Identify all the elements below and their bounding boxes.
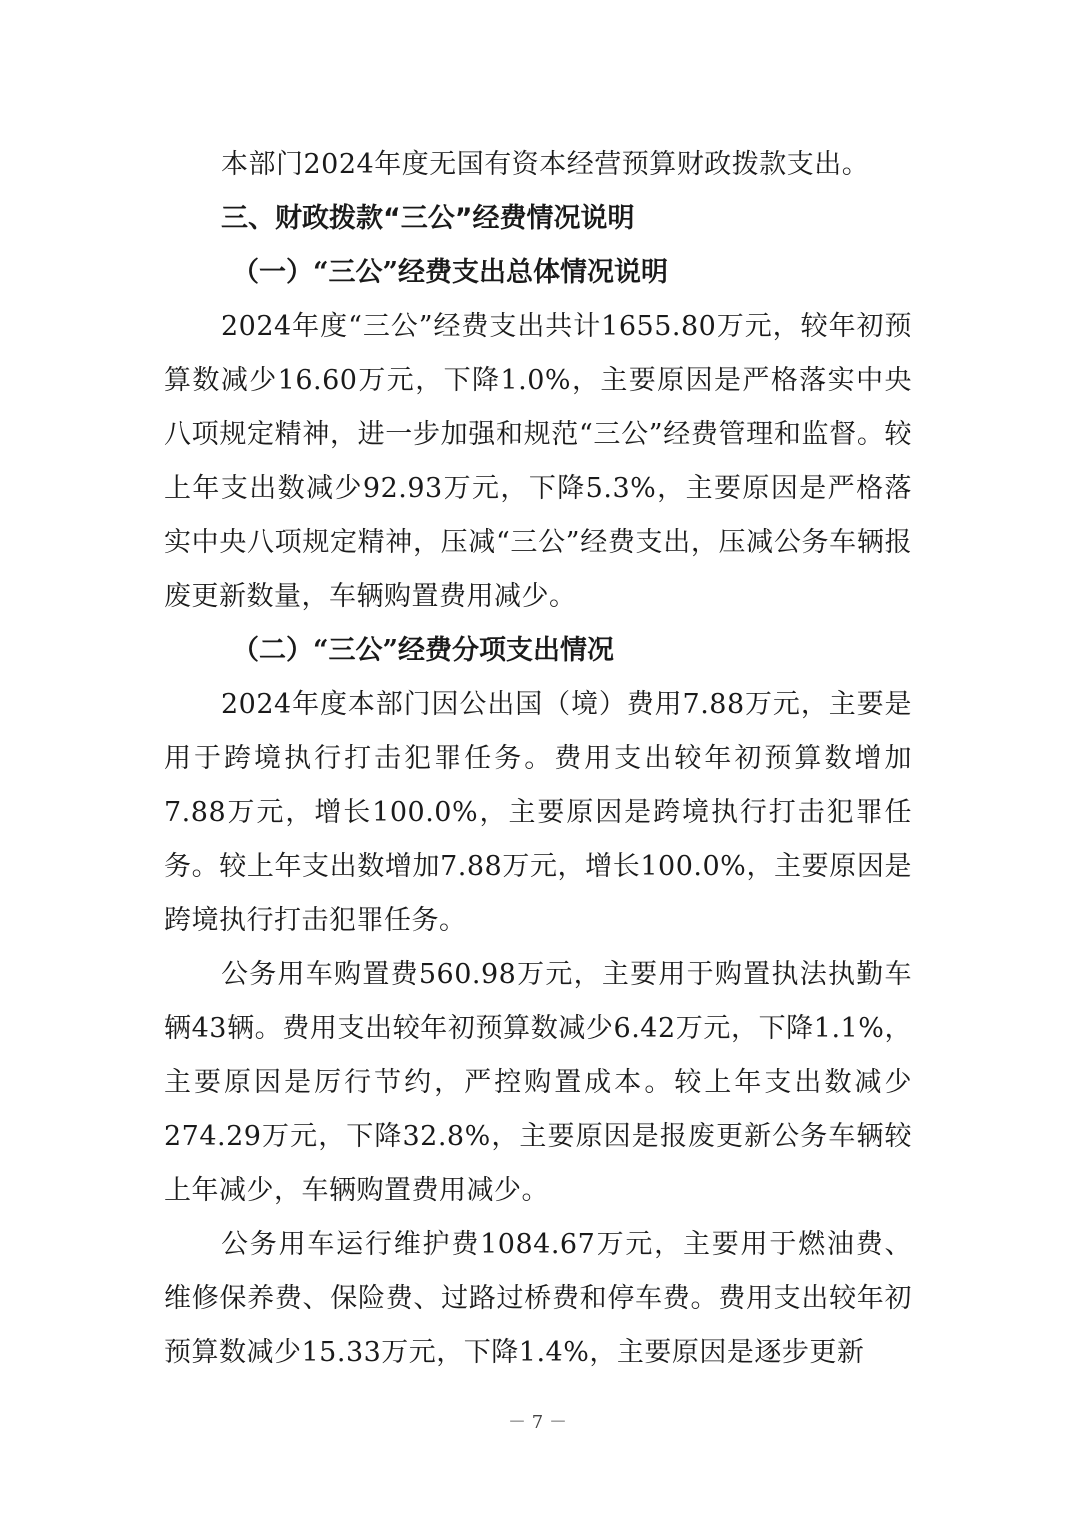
paragraph-overseas-expense: 2024年度本部门因公出国（境）费用7.88万元，主要是用于跨境执行打击犯罪任务。费用支出较年初预算数增加7.88万元，增长100.0%，主要原因是跨境执行打击犯罪任务。较上年支出数增加7.88万元，增长100.0%，主要原因是跨境执行打击犯罪任务。 [164, 689, 912, 936]
document-body [164, 138, 912, 1380]
section-heading-three-public: 三、财政拨款“三公”经费情况说明 [221, 203, 635, 234]
paragraph-vehicle-purchase: 公务用车购置费560.98万元，主要用于购置执法执勤车辆43辆。费用支出较年初预算数减少6.42万元，下降1.1%，主要原因是厉行节约，严控购置成本。较上年支出数减少274.29万元，下降32.8%，主要原因是报废更新公务车辆较上年减少，车辆购置费用减少。 [164, 959, 912, 1206]
paragraph-vehicle-maintenance: 公务用车运行维护费1084.67万元，主要用于燃油费、维修保养费、保险费、过路过桥费和停车费。费用支出较年初预算数减少15.33万元，下降1.4%，主要原因是逐步更新 [164, 1229, 912, 1368]
paragraph-state-capital: 本部门2024年度无国有资本经营预算财政拨款支出。 [221, 149, 870, 180]
page-number: － 7 － [508, 1412, 567, 1433]
subsection-heading-itemized: （二）“三公”经费分项支出情况 [232, 635, 615, 666]
paragraph-overall-expenditure: 2024年度“三公”经费支出共计1655.80万元，较年初预算数减少16.60万元，下降1.0%，主要原因是严格落实中央八项规定精神，进一步加强和规范“三公”经费管理和监督。较上年支出数减少92.93万元，下降5.3%，主要原因是严格落实中央八项规定精神，压减“三公”经费支出，压减公务车辆报废更新数量，车辆购置费用减少。 [164, 311, 912, 612]
subsection-heading-overall: （一）“三公”经费支出总体情况说明 [232, 257, 669, 288]
